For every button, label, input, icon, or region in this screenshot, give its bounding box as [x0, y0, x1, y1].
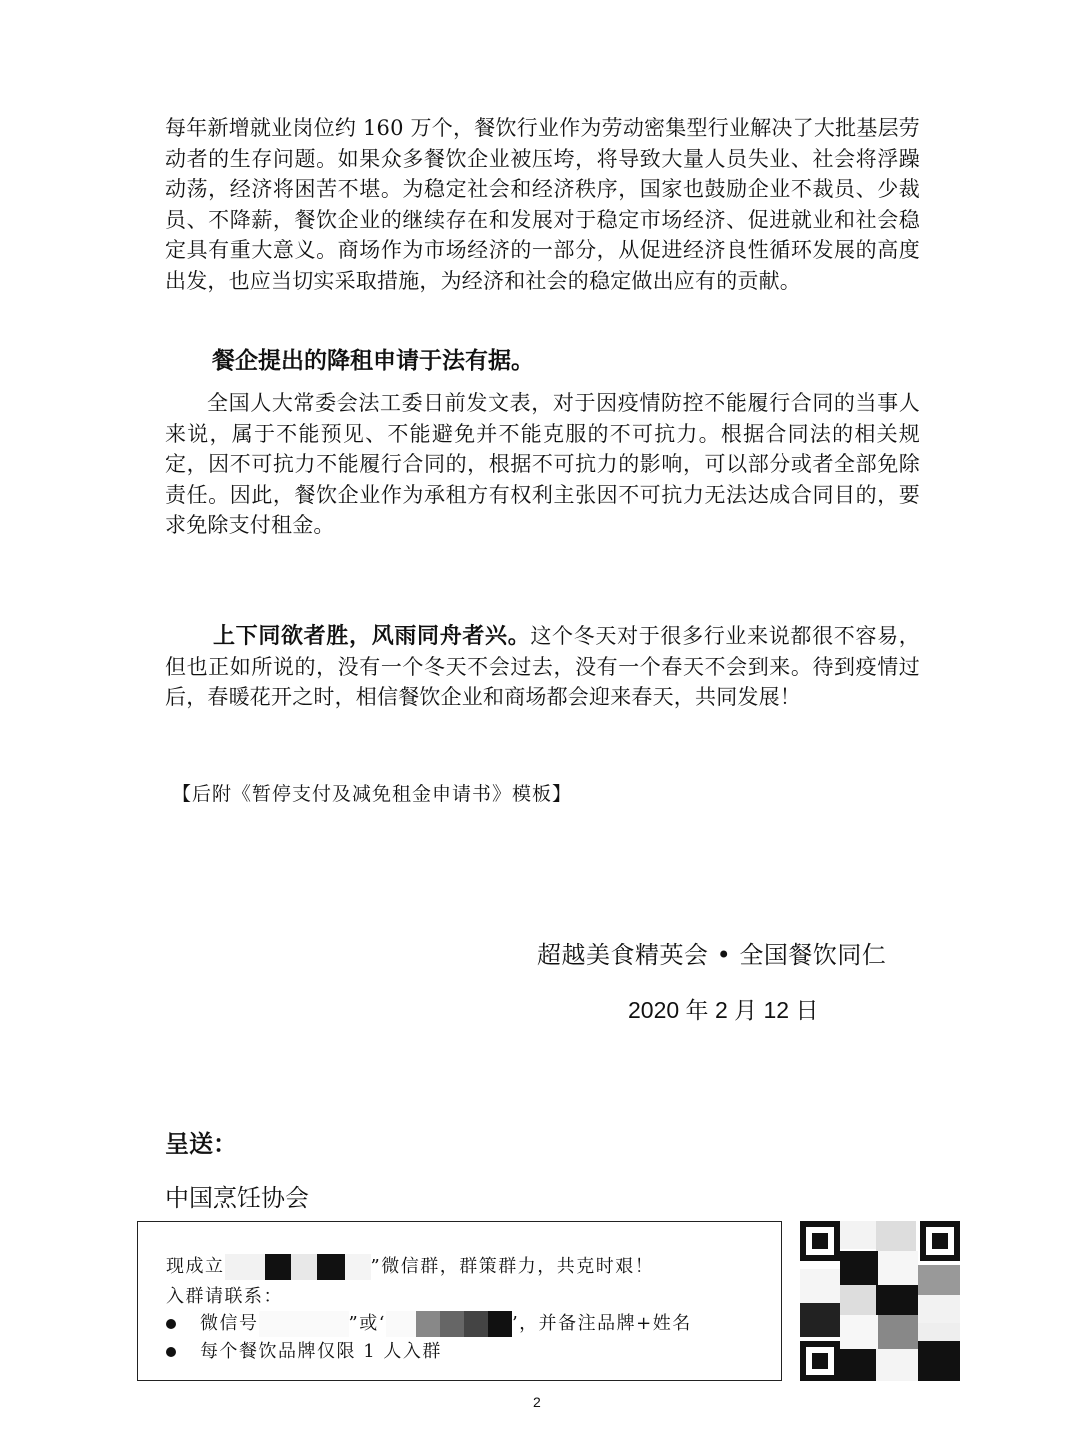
closing-slogan: 上下同欲者胜，风雨同舟者兴。	[213, 623, 531, 649]
notice-bullet-2	[166, 1337, 442, 1363]
redacted-wechat-id	[259, 1313, 349, 1334]
wechat-id-label: 微信号	[200, 1313, 259, 1334]
notice-line-1	[166, 1252, 654, 1280]
notice-bullet-1	[166, 1309, 692, 1337]
bullet-icon	[166, 1319, 176, 1329]
signature-date: 2020 年 2 月 12 日	[628, 997, 819, 1023]
notice-line-2: 入群请联系：	[166, 1286, 283, 1307]
bullet-1-suffix: ’，并备注品牌+姓名	[511, 1313, 692, 1334]
section-heading-legal-basis: 餐企提出的降租申请于法有据。	[212, 347, 534, 374]
recipient-label: 呈送：	[165, 1129, 237, 1158]
wechat-group-notice	[137, 1221, 782, 1381]
bullet-1-connector: ”或‘	[348, 1313, 386, 1334]
attachment-note: 【后附《暂停支付及减免租金申请书》模板】	[172, 783, 573, 805]
notice-prefix: 现成立	[166, 1256, 225, 1277]
redacted-wechat-id-2	[386, 1313, 512, 1334]
page-number: 2	[533, 1394, 541, 1410]
paragraph-force-majeure: 全国人大常委会法工委日前发文表，对于因疫情防控不能履行合同的当事人来说，属于不能预见、不能避免并不能克服的不可抗力。根据合同法的相关规定，因不可抗力不能履行合同的，根据不可抗力的影响，可以部分或者全部免除责任。因此，餐饮企业作为承租方有权利主张因不可抗力无法达成合同目的，要求免除支付租金。	[165, 391, 920, 537]
notice-suffix: ”微信群，群策群力，共克时艰！	[370, 1256, 655, 1277]
paragraph-employment: 每年新增就业岗位约 160 万个，餐饮行业作为劳动密集型行业解决了大批基层劳动者的生存问题。如果众多餐饮企业被压垮，将导致大量人员失业、社会将浮躁动荡，经济将困苦不堪。为稳定社会和经济秩序，国家也鼓励企业不裁员、少裁员、不降薪，餐饮企业的继续存在和发展对于稳定市场经济、促进就业和社会稳定具有重大意义。商场作为市场经济的一部分，从促进经济良性循环发展的高度出发，也应当切实采取措施，为经济和社会的稳定做出应有的贡献。	[165, 116, 920, 293]
closing-text: 这个冬天对于很多行业来说都很不容易，但也正如所说的，没有一个冬天不会过去，没有一个春天不会到来。待到疫情过后，春暖花开之时，相信餐饮企业和商场都会迎来春天，共同发展！	[165, 624, 920, 709]
bullet-2-text: 每个餐饮品牌仅限 1 人入群	[200, 1341, 442, 1362]
signature: 超越美食精英会 • 全国餐饮同仁	[537, 941, 887, 969]
paragraph-closing	[165, 621, 920, 713]
redacted-group-name	[225, 1256, 371, 1277]
bullet-icon	[166, 1347, 176, 1357]
blurred-qr-code	[800, 1221, 960, 1381]
recipient-organization: 中国烹饪协会	[165, 1184, 309, 1212]
